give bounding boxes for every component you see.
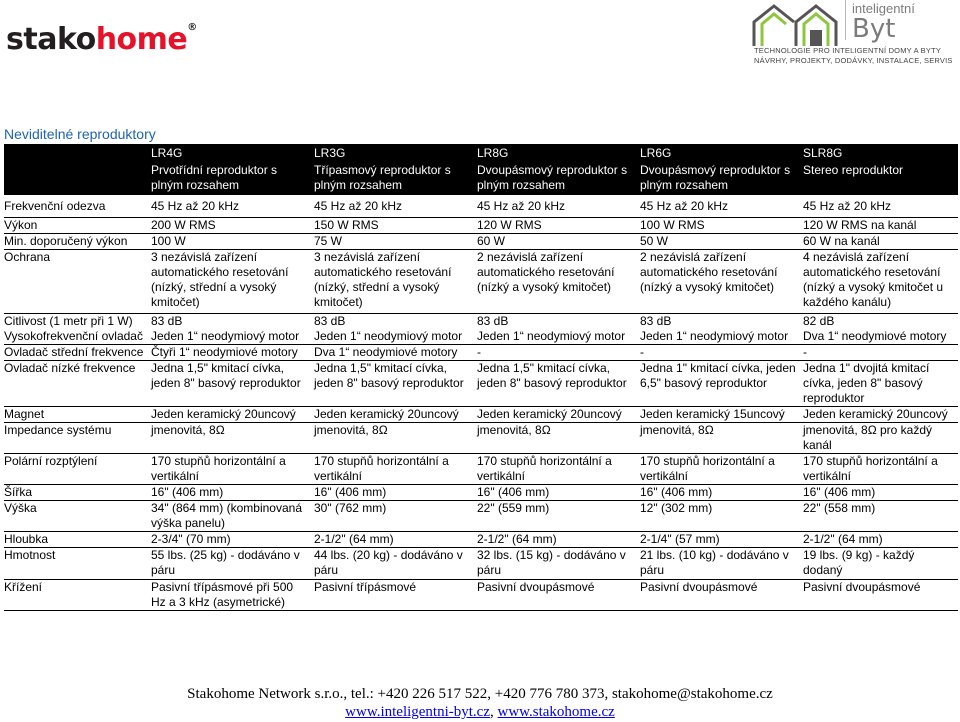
spec-value: 2-1/2" (64 mm) (474, 532, 637, 548)
spec-value: Dva 1“ neodymiové motory (311, 345, 474, 361)
spec-row (4, 329, 958, 345)
spec-value: 83 dB (314, 313, 346, 328)
footer-links (0, 703, 960, 721)
house-logo-icon (752, 2, 838, 48)
spec-value: Pasivní dvoupásmové (637, 580, 800, 611)
spec-value: 83 dB (477, 313, 509, 328)
spec-value: 75 W (311, 233, 474, 249)
spec-value: Pasivní třípásmové (311, 580, 474, 611)
logo-tagline-1: TECHNOLOGIE PRO INTELIGENTNÍ DOMY A BYTY (754, 46, 942, 55)
spec-value: 120 W RMS (474, 217, 637, 233)
spec-value: 22" (559 mm) (474, 501, 637, 532)
spec-value: 34" (864 mm) (kombinovaná výška panelu) (148, 501, 311, 532)
spec-value: 44 lbs. (20 kg) - dodáváno v páru (311, 548, 474, 580)
spec-label: Polární rozptýlení (4, 454, 148, 485)
spec-value: Jedna 1" dvojitá kmitací cívka, jeden 8" basový reproduktor (800, 361, 958, 407)
spec-label: Min. doporučený výkon (4, 233, 148, 249)
spec-value: jmenovitá, 8Ω (311, 423, 474, 454)
spec-row (4, 485, 958, 501)
spec-value: Dva 1“ neodymiové motory (800, 329, 958, 345)
section-title: Neviditelné reproduktory (4, 126, 156, 142)
spec-value: 16" (406 mm) (311, 485, 474, 501)
spec-value: Pasivní dvoupásmové (474, 580, 637, 611)
spec-value: 2-1/2" (64 mm) (800, 532, 958, 548)
spec-label: Hloubka (4, 532, 148, 548)
spec-value: Jeden keramický 20uncový (474, 407, 637, 423)
spec-value: jmenovitá, 8Ω (637, 423, 800, 454)
spec-value: jmenovitá, 8Ω (148, 423, 311, 454)
spec-value: 2 nezávislá zařízení automatického resetování (nízký a vysoký kmitočet) (637, 249, 800, 313)
spec-label: Citlivost (1 metr při 1 W) (4, 313, 133, 328)
spec-value: 170 stupňů horizontální a vertikální (800, 454, 958, 485)
spec-value: Jeden keramický 20uncový (800, 407, 958, 423)
header-empty-cell (4, 163, 148, 195)
footer-link-separator: , (490, 704, 498, 720)
spec-value: Jeden keramický 20uncový (311, 407, 474, 423)
spec-value: Jedna 1" kmitací cívka, jeden 6,5" basový reproduktor (637, 361, 800, 407)
spec-value: Jeden 1“ neodymiový motor (148, 329, 311, 345)
spec-label: Impedance systému (4, 423, 148, 454)
spec-value: - (637, 345, 800, 361)
spec-value: Jedna 1,5" kmitací cívka, jeden 8" basový reproduktor (148, 361, 311, 407)
spec-value: 170 stupňů horizontální a vertikální (637, 454, 800, 485)
model-description: Prvotřídní reproduktor s plným rozsahem (148, 163, 311, 195)
spec-value: 55 lbs. (25 kg) - dodáváno v páru (148, 548, 311, 580)
spec-row (4, 217, 958, 233)
spec-value: 100 W (148, 233, 311, 249)
spec-value: 45 Hz až 20 kHz (800, 195, 958, 217)
spec-value: 83 dB (151, 313, 183, 328)
spec-value: 30" (762 mm) (311, 501, 474, 532)
logo-tagline-2: NÁVRHY, PROJEKTY, DODÁVKY, INSTALACE, SERVIS (754, 56, 953, 65)
spec-row (4, 249, 958, 313)
model-header-row (4, 144, 958, 163)
spec-row (4, 233, 958, 249)
logo-title-inteligentni: inteligentní (852, 1, 915, 16)
spec-row (4, 195, 958, 217)
spec-label: Šířka (4, 485, 148, 501)
logo-text-home: home (95, 22, 188, 57)
spec-row (4, 407, 958, 423)
inteligentni-byt-logo (752, 0, 960, 68)
spec-value: Pasivní dvoupásmové (800, 580, 958, 611)
logo-registered-mark: ® (187, 22, 197, 33)
spec-value: Jeden keramický 20uncový (148, 407, 311, 423)
spec-value: 60 W na kanál (800, 233, 958, 249)
model-name: LR3G (311, 144, 474, 163)
spec-value: 50 W (637, 233, 800, 249)
spec-value: 3 nezávislá zařízení automatického resetování (nízký, střední a vysoký kmitočet) (311, 249, 474, 313)
model-description: Dvoupásmový reproduktor s plným rozsahem (637, 163, 800, 195)
spec-label: Výška (4, 501, 148, 532)
spec-label: Magnet (4, 407, 148, 423)
spec-value: Jeden 1“ neodymiový motor (311, 329, 474, 345)
spec-label: Frekvenční odezva (4, 195, 148, 217)
spec-value: 3 nezávislá zařízení automatického resetování (nízký, střední a vysoký kmitočet) (148, 249, 311, 313)
model-description-row (4, 163, 958, 195)
spec-row (4, 361, 958, 407)
spec-row (4, 580, 958, 611)
spec-value: 45 Hz až 20 kHz (637, 195, 800, 217)
spec-value: 120 W RMS na kanál (800, 217, 958, 233)
spec-value: 12" (302 mm) (637, 501, 800, 532)
spec-value: 82 dB (803, 313, 835, 328)
spec-label: Vysokofrekvenční ovladač (4, 329, 148, 345)
spec-value: 170 stupňů horizontální a vertikální (148, 454, 311, 485)
model-description: Stereo reproduktor (800, 163, 958, 195)
model-name: LR8G (474, 144, 637, 163)
spec-value: - (800, 345, 958, 361)
spec-row (4, 345, 958, 361)
spec-label: Hmotnost (4, 548, 148, 580)
header-empty-cell (4, 144, 148, 163)
logo-text-stako: stako (6, 22, 96, 57)
model-name: LR6G (637, 144, 800, 163)
spec-label: Ovladač střední frekvence (4, 345, 148, 361)
spec-value: 2 nezávislá zařízení automatického resetování (nízký a vysoký kmitočet) (474, 249, 637, 313)
spec-value: 16" (406 mm) (637, 485, 800, 501)
footer-contact: Stakohome Network s.r.o., tel.: +420 226 517 522, +420 776 780 373, stakohome@stakohome.cz (187, 686, 773, 702)
spec-value: 170 stupňů horizontální a vertikální (311, 454, 474, 485)
spec-value: jmenovitá, 8Ω pro každý kanál (800, 423, 958, 454)
spec-value: 22" (558 mm) (800, 501, 958, 532)
spec-value: 2-1/2" (64 mm) (311, 532, 474, 548)
spec-row (4, 313, 958, 329)
footer-link-stakohome[interactable]: www.stakohome.cz (497, 704, 615, 720)
spec-value: 45 Hz až 20 kHz (148, 195, 311, 217)
spec-row (4, 532, 958, 548)
spec-value: 200 W RMS (148, 217, 311, 233)
spec-value: Čtyři 1“ neodymiové motory (148, 345, 311, 361)
spec-value: jmenovitá, 8Ω (474, 423, 637, 454)
spec-label: Ochrana (4, 249, 148, 313)
spec-value: 19 lbs. (9 kg) - každý dodaný (800, 548, 958, 580)
spec-label: Křížení (4, 580, 148, 611)
spec-value: 16" (406 mm) (148, 485, 311, 501)
stakohome-logo (6, 22, 197, 57)
spec-row (4, 548, 958, 580)
spec-value: 4 nezávislá zařízení automatického resetování (nízký a vysoký kmitočet u každého kanálu) (800, 249, 958, 313)
spec-value: 16" (406 mm) (800, 485, 958, 501)
logo-divider (845, 0, 846, 40)
model-name: LR4G (148, 144, 311, 163)
spec-value: 45 Hz až 20 kHz (311, 195, 474, 217)
spec-value: 16" (406 mm) (474, 485, 637, 501)
spec-value: 2-3/4" (70 mm) (148, 532, 311, 548)
spec-row (4, 501, 958, 532)
spec-value: Jeden keramický 15uncový (637, 407, 800, 423)
spec-value: Pasivní třípásmové při 500 Hz a 3 kHz (asymetrické) (148, 580, 311, 611)
model-name: SLR8G (800, 144, 958, 163)
footer (0, 685, 960, 721)
spec-row (4, 423, 958, 454)
spec-value: Jeden 1“ neodymiový motor (474, 329, 637, 345)
spec-value: Jedna 1,5" kmitací cívka, jeden 8" basový reproduktor (474, 361, 637, 407)
spec-label: Výkon (4, 217, 148, 233)
footer-link-inteligentni-byt[interactable]: www.inteligentni-byt.cz (345, 704, 490, 720)
spec-value: 83 dB (640, 313, 672, 328)
spec-value: Jedna 1,5" kmitací cívka, jeden 8" basový reproduktor (311, 361, 474, 407)
spec-value: 45 Hz až 20 kHz (474, 195, 637, 217)
model-description: Třípasmový reproduktor s plným rozsahem (311, 163, 474, 195)
model-description: Dvoupásmový reproduktor s plným rozsahem (474, 163, 637, 195)
spec-label: Ovladač nízké frekvence (4, 361, 148, 407)
spec-value: 150 W RMS (311, 217, 474, 233)
logo-title-byt: Byt (852, 14, 896, 44)
spec-value: 21 lbs. (10 kg) - dodáváno v páru (637, 548, 800, 580)
spec-table (4, 144, 958, 611)
spec-value: 100 W RMS (637, 217, 800, 233)
spec-value: 32 lbs. (15 kg) - dodáváno v páru (474, 548, 637, 580)
spec-value: 170 stupňů horizontální a vertikální (474, 454, 637, 485)
spec-value: 60 W (474, 233, 637, 249)
spec-value: - (474, 345, 637, 361)
spec-value: Jeden 1“ neodymiový motor (637, 329, 800, 345)
spec-row (4, 454, 958, 485)
spec-value: 2-1/4" (57 mm) (637, 532, 800, 548)
